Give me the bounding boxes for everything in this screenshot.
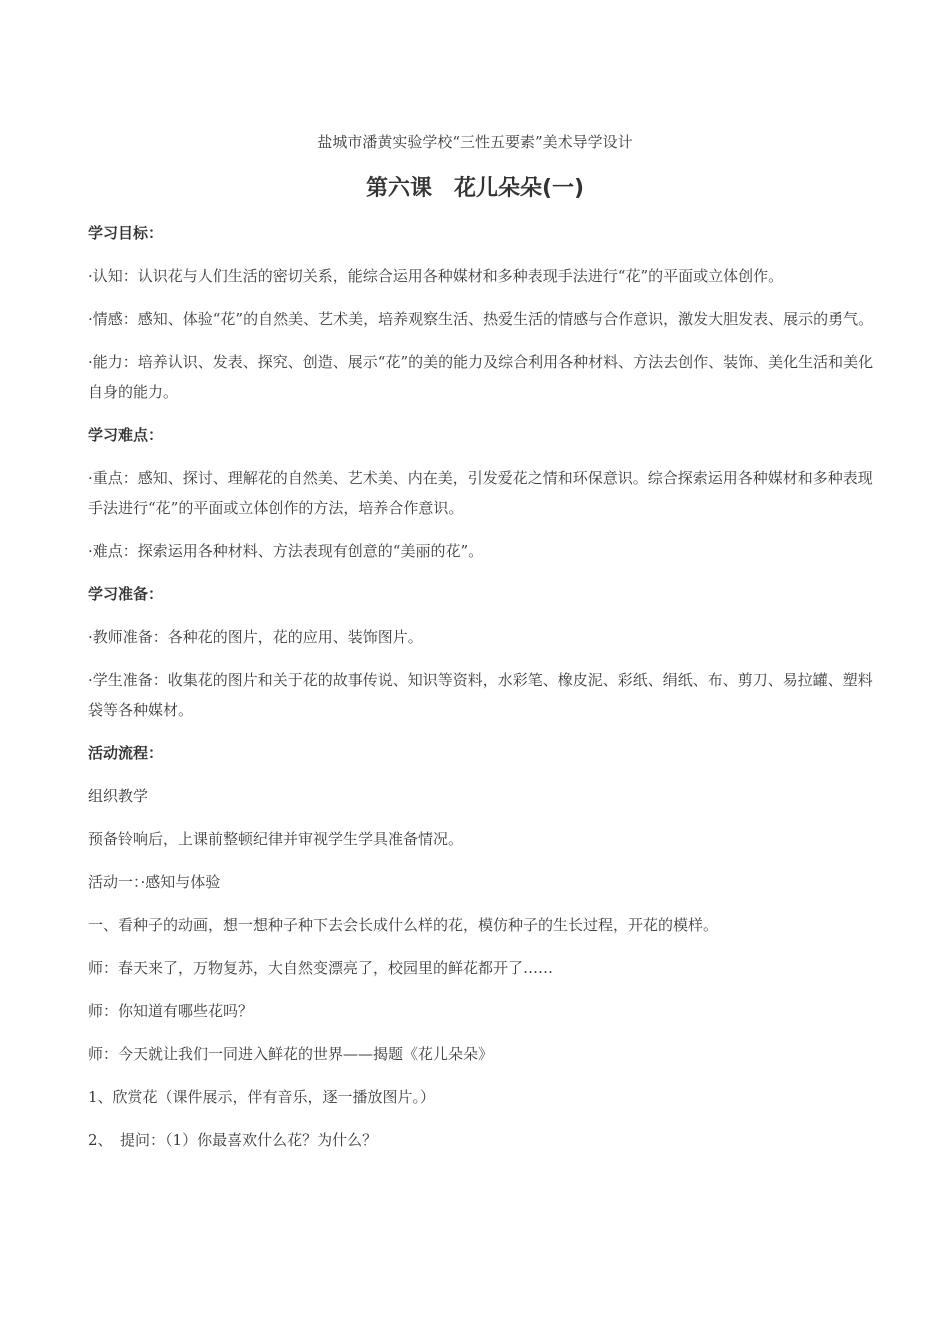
process-item: 一、看种子的动画，想一想种子种下去会长成什么样的花，模仿种子的生长过程，开花的模样。 xyxy=(88,916,719,934)
objective-cognition: ·认知：认识花与人们生活的密切关系，能综合运用各种媒材和多种表现手法进行“花”的平面或立体创作。 xyxy=(88,267,784,285)
process-item: 1、欣赏花（课件展示，伴有音乐，逐一播放图片。） xyxy=(88,1088,436,1106)
process-item: 师：春天来了，万物复苏，大自然变漂亮了，校园里的鲜花都开了…… xyxy=(88,959,554,977)
process-item: 2、 提问：（1）你最喜欢什么花？为什么？ xyxy=(88,1131,378,1149)
process-heading: 活动流程： xyxy=(88,744,164,762)
objective-emotion: ·情感：感知、体验“花”的自然美、艺术美，培养观察生活、热爱生活的情感与合作意识，激发大胆发表、展示的勇气。 xyxy=(88,310,874,328)
process-item: 活动一：·感知与体验 xyxy=(88,873,221,891)
key-point: ·重点：感知、探讨、理解花的自然美、艺术美、内在美，引发爱花之情和环保意识。综合探索运用各种媒材和多种表现手法进行“花”的平面或立体创作的方法，培养合作意识。 xyxy=(88,469,873,517)
objective-ability: ·能力：培养认识、发表、探究、创造、展示“花”的美的能力及综合利用各种材料、方法去创作、装饰、美化生活和美化自身的能力。 xyxy=(88,353,874,401)
difficult-point: ·难点：探索运用各种材料、方法表现有创意的“美丽的花”。 xyxy=(88,542,484,560)
preparation-heading: 学习准备： xyxy=(88,585,164,603)
lesson-title: 第六课 花儿朵朵(一) xyxy=(365,176,585,201)
process-item: 师：今天就让我们一同进入鲜花的世界——揭题《花儿朵朵》 xyxy=(88,1045,494,1063)
teacher-preparation: ·教师准备：各种花的图片，花的应用、装饰图片。 xyxy=(88,628,423,646)
document-header: 盐城市潘黄实验学校“三性五要素”美术导学设计 xyxy=(317,133,633,151)
process-item: 组织教学 xyxy=(88,787,149,805)
process-item: 预备铃响后，上课前整顿纪律并审视学生学具准备情况。 xyxy=(88,830,464,848)
student-preparation: ·学生准备：收集花的图片和关于花的故事传说、知识等资料，水彩笔、橡皮泥、彩纸、绢纸、布、剪刀、易拉罐、塑料袋等各种媒材。 xyxy=(88,671,873,719)
difficulties-heading: 学习难点： xyxy=(88,426,164,444)
document-body xyxy=(88,218,878,1168)
process-item: 师：你知道有哪些花吗？ xyxy=(88,1002,254,1020)
objectives-heading: 学习目标： xyxy=(88,224,164,242)
